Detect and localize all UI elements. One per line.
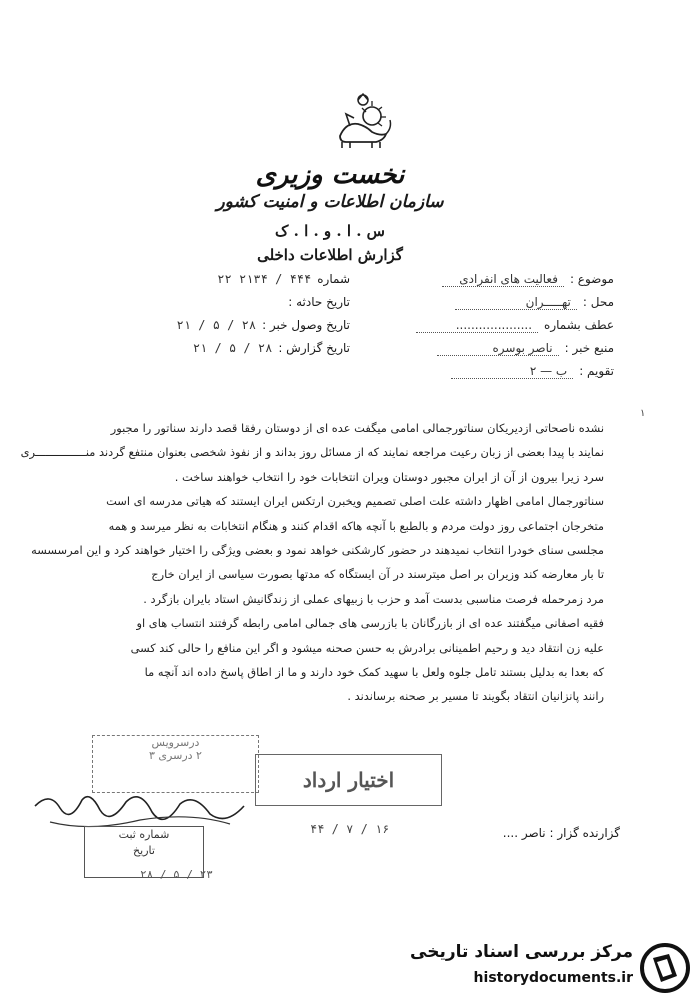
meta-location-value: تهـــــران <box>455 295 577 310</box>
corner-mark: ۱ <box>640 408 646 419</box>
meta-report-date-row <box>110 337 350 359</box>
report-body <box>20 416 604 709</box>
meta-evaluation-label: تقویم : <box>579 364 614 378</box>
decision-stamp: اختیار ارداد <box>255 754 442 806</box>
body-line: که بعدا به بدلیل بستند تامل جلوه ولعل با سهید کمک خود دارند و ما از اطاق پاسخ داده اند آنچه ما <box>144 664 604 679</box>
registration-stamp-line: تاریخ <box>133 844 155 857</box>
meta-source-row <box>364 337 614 359</box>
meta-subject-row <box>364 268 614 290</box>
meta-number-value: ۴۴۴ / ۲۱۳۴ ۲۲ <box>217 272 312 286</box>
meta-incident-date-row <box>110 291 350 313</box>
body-line: سناتورجمال امامی اظهار داشته علت اصلی تصمیم ویخبرن ارتکس ایران ایستند که هیاتی مدرسه ای است <box>106 494 604 509</box>
body-line: متخرجان اجتماعی روز دولت مردم و بالطبع با آنچه هاکه اقدام کنند و هنگام انتخابات به نظر میرسد و همه <box>108 518 604 533</box>
body-line: نشده ناصحاتی ازدیریکان سناتورجمالی امامی میگفت عده ای از دوستان رفقا قصد دارند سناتور را مجبور <box>110 421 604 435</box>
body-line: سرد زیرا بیرون از آن از ایران مجبور دوستان ویران انتخابات خود را انتخاب خواهند ساخت . <box>174 469 604 484</box>
routing-stamp <box>92 735 259 793</box>
meta-reference-label: عطف بشماره <box>544 318 614 332</box>
reporter-value: ناصر .... <box>502 826 546 840</box>
body-line: مجلسی سنای خودرا انتخاب نمیدهند در حضور کارشکنی خواهد نمود و بعضی ویژگی را اختیار خواهند کرد و این امرسسسه <box>31 542 604 557</box>
meta-number-label: شماره <box>317 272 350 286</box>
body-line: مرد زمرحمله فرصت مناسبی بدست آمد و حزب با زبیهای عملی از زندگانیش استاد بایران بازگرد . <box>143 591 604 606</box>
header-report-type: گزارش اطلاعات داخلی <box>257 246 403 264</box>
body-line: علیه زن انتقاد دید و رحیم اطمینانی برادرش به حسن صحنه میشود و اگر این منافع را حالی کند کسی <box>130 640 604 655</box>
routing-stamp-line: درسرویس <box>151 736 200 749</box>
header-abbreviation: س . ا . و . ا . ک <box>275 222 385 240</box>
lion-and-sun-emblem-icon <box>332 92 394 150</box>
meta-source-label: منبع خبر : <box>564 341 614 355</box>
meta-left-block <box>110 268 350 360</box>
archive-logo-icon <box>639 942 691 994</box>
meta-incident-date-label: تاریخ حادثه : <box>288 295 350 309</box>
archive-name: مرکز بررسی اسناد تاریخی <box>410 942 633 962</box>
header-title: نخست وزیری <box>255 160 405 190</box>
body-line: نمایند با پیدا بعضی از زبان رعیت مراجعه نمایند که از مسائل روز بداند و از نفوذ شخصی بعنوان منتفع گردند منـــــــــــــــری <box>20 445 604 460</box>
meta-right-block <box>364 268 614 383</box>
left-date-mark: ۲۸ / ۵ / ۲۳ <box>140 868 213 881</box>
registration-stamp-line: شماره ثبت <box>118 828 170 841</box>
report-date-mark: ۴۴ / ۷ / ۱۶ <box>310 822 390 836</box>
body-line: رانند پانزانیان انتقاد بگویند تا مسیر بر صحنه برساندند . <box>347 689 604 704</box>
routing-stamp-line: ۲ درسری ۳ <box>149 749 202 762</box>
meta-report-date-value: ۲۸ / ۵ / ۲۱ <box>192 341 273 355</box>
meta-source-value: ناصر بوسره <box>437 341 559 356</box>
archive-watermark <box>410 938 695 1000</box>
reporter-field <box>430 826 620 840</box>
meta-received-date-row <box>110 314 350 336</box>
reporter-label: گزارنده گزار : <box>549 826 620 840</box>
header-organization: سازمان اطلاعات و امنیت کشور <box>216 192 444 212</box>
meta-reference-value: .................... <box>416 318 538 333</box>
meta-reference-row <box>364 314 614 336</box>
meta-received-date-label: تاریخ وصول خبر : <box>262 318 350 332</box>
meta-evaluation-row <box>364 360 614 382</box>
meta-number-row <box>110 268 350 290</box>
body-line: فقیه اصفانی میگفتند عده ای از بازرگانان با بازرسی های جمالی امامی رابطه گرفتند انتساب های او <box>136 616 604 631</box>
body-line: تا بار معارضه کند وزیران بر اصل میترسند در آن ایستگاه که مدتها بصورت سیاسی از ایران خارج <box>151 567 604 582</box>
meta-subject-value: فعالیت های انفرادی <box>442 272 564 287</box>
meta-evaluation-value: ب — ۲ <box>451 364 573 379</box>
meta-location-label: محل : <box>582 295 614 309</box>
meta-location-row <box>364 291 614 313</box>
meta-report-date-label: تاریخ گزارش : <box>278 341 350 355</box>
archive-url: historydocuments.ir <box>473 970 633 986</box>
meta-subject-label: موضوع : <box>569 272 614 286</box>
meta-received-date-value: ۲۸ / ۵ / ۲۱ <box>176 318 257 332</box>
